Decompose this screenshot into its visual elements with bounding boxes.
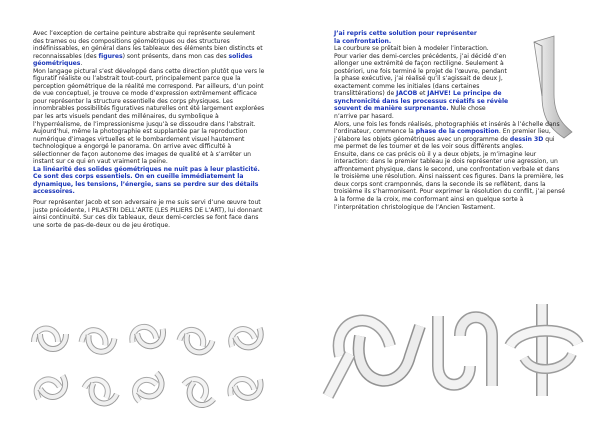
figure-pair-6 [32,371,70,405]
keyword-synchronicity: ! Le principe de synchronicité dans les processus créatifs se révèle souvent de manière surprenante. [334,90,509,113]
figure-pair-10 [228,374,264,402]
right-heading: J’ai repris cette solution pour représenter la confrontation. [334,30,477,45]
figure-resolution [510,304,578,396]
right-page [300,0,600,425]
figure-pair-7 [82,376,120,408]
figure-aggression [328,321,420,396]
right-paragraph-1: La courbure se prêtait bien à modeler l’interaction. [334,45,489,53]
left-paragraph-1: Avec l’exception de certaine peinture abstraite qui représente seulement des trames ou des compositions géométriques ou des structures indéfinissables, en général dans les tableaux des éléments bien distincts et reconnaissables (des figures) sont présents, dans mon cas des solides géométriques. [33,30,263,68]
left-text-column [33,30,267,229]
left-paragraph-3: Aujourd’hui, même la photographie est supplantée par la reproduction numérique d’images virtuelles et le bombardement visuel hautement technologique a engorgé le panorama. On arrive avec difficulté à sélectionner de façon autonome des images de qualité et à s’arrêter un instant sur ce qui en vaut vraiment la peine. [33,128,251,166]
figure-pair-2 [81,329,116,354]
left-paragraph-2: Mon langage pictural s’est développé dans cette direction plutôt que vers le figuratif réaliste ou l’abstrait tout-court, principalement parce que la perception géométrique de la réalité me correspond. Par ailleurs, d’un point de vue conceptuel, je trouve ce mode d’expression extrêmement efficace pour représenter la structure essentielle des corps physiques. Les innombrables possibilités figuratives naturelles ont été largement explorées par les arts visuels pendant des millénaires, du symbolique à l’hyperréalisme, de l’impressionisme jusqu’à se dissoudre dans l’abstrait. [33,67,265,128]
figure-pair-5 [228,323,265,353]
figure-pair-3 [130,324,165,350]
right-paragraph-3: Alors, une fois les fonds réalisés, photographiés et insérés à l’échelle dans l’ordinateur, commence la phase de la composition. En premier lieu, j’élabore les objets géométriques avec un programme de dessin 3D qui me permet de les tourner et de les voir sous différents angles. [334,120,560,151]
figure-pair-9 [179,374,217,410]
figure-confrontation [438,316,492,386]
left-figures-grid [26,318,276,422]
figure-pair-8 [130,369,167,406]
right-paragraph-2: Pour varier des demi-cercles précédents, j’ai décidé d’en allonger une extrémité de façon rectiligne. Seulement à postériori, une fois terminé le projet de l’œuvre, pendant la phase exécutive, j’ai réalisé qu’il s’agissait de deux J, exactement comme les initiales (dans certaines translittérations) de JACOB et JAHVE! Le principe de synchronicité dans les processus créatifs se révèle souvent de manière surprenante. Nulle chose n’arrive par hasard. [334,52,509,121]
right-figures-row [320,296,582,410]
right-text-column [334,30,566,211]
keyword-phase: phase de la composition [415,128,499,136]
keyword-dessin: dessin 3D [509,135,544,143]
keyword-jacob: JACOB [396,90,418,98]
keyword-figures: figures [98,52,123,60]
figure-pair-4 [178,327,214,355]
left-highlight: La linéarité des solides géométriques ne nuit pas à leur plasticité. Ce sont des corps essentiels. On en cueille immédiatement la dynamique, les tensions, l’énergie, sans se perdre sur des détails accessoires. [33,165,260,196]
keyword-jahve: JAHVE [427,90,449,98]
right-paragraph-4: Ensuite, dans ce cas précis où il y a deux objets, je m’imagine leur interaction: dans le premier tableau je dois représenter une agression, un affrontement physique, dans le second, une confrontation verbale et dans le troisième une résolution. Ainsi naissent ces figures. Dans la première, les deux corps sont cramponnés, dans la seconde ils se reflètent, dans la troisième ils s’harmonisent. Pour exprimer la résolution du conflit, j’ai pensé à la forme de la croix, me conformant ainsi en quelque sorte à l’interprétation christologique de l’Ancien Testament. [334,150,566,211]
left-paragraph-4: Pour représenter Jacob et son adversaire je me suis servi d’une œuvre tout juste précédente, I PILASTRI DELL’ARTE (LES PILIERS DE L’ART), lui donnant ainsi continuité. Sur ces dix tableaux, deux demi-cercles se font face dans une sorte de pas-de-deux ou de jeu érotique. [33,199,263,229]
figure-pair-1 [34,329,66,350]
keyword-solides: solides géométriques [33,52,253,68]
